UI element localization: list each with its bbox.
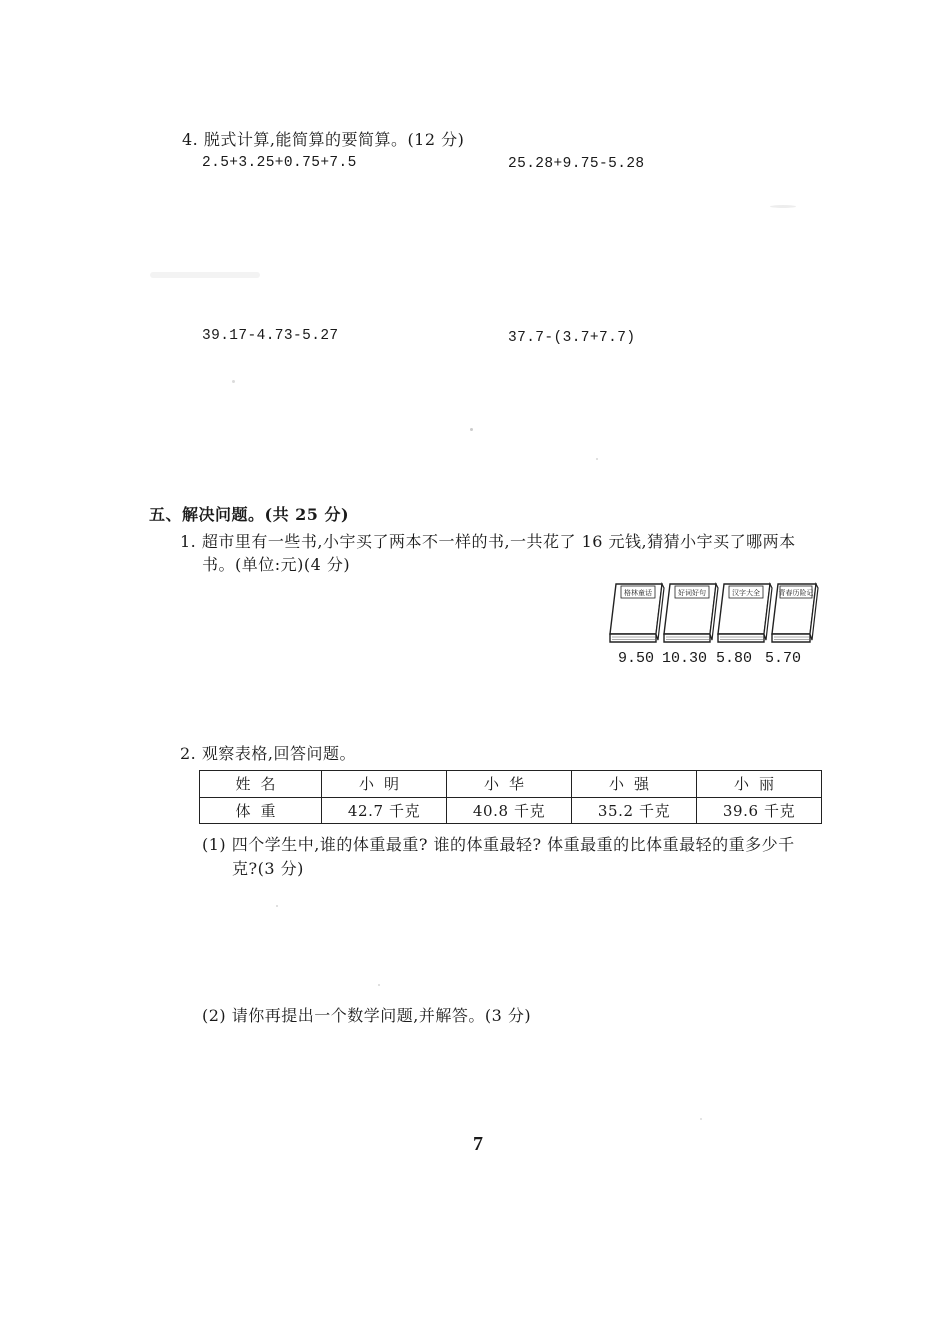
q2-heading: 2. 观察表格,回答问题。	[180, 744, 356, 763]
table-cell: 小华	[447, 771, 572, 798]
expression-4: 37.7-(3.7+7.7)	[508, 330, 636, 346]
book-3-price: 5.80	[716, 650, 753, 667]
table-cell: 40.8 千克	[447, 797, 572, 824]
book-2-title: 好词好句	[678, 589, 706, 597]
q2-sub2: (2) 请你再提出一个数学问题,并解答。(3 分)	[202, 1006, 532, 1025]
expression-1: 2.5+3.25+0.75+7.5	[202, 155, 357, 171]
q1-line2: 书。(单位:元)(4 分)	[202, 555, 351, 574]
book-3-title: 汉字大全	[732, 589, 760, 597]
q2-sub1-line2: 克?(3 分)	[232, 859, 304, 878]
book-4-price: 5.70	[765, 650, 802, 667]
scan-noise	[596, 458, 598, 460]
table-cell: 35.2 千克	[572, 797, 697, 824]
expression-3: 39.17-4.73-5.27	[202, 328, 339, 344]
scan-noise	[378, 984, 380, 986]
book-4-title: 青春历险记	[778, 589, 814, 597]
q1-line1: 1. 超市里有一些书,小宇买了两本不一样的书,一共花了 16 元钱,猜猜小宇买了哪两本	[180, 532, 796, 551]
weight-table	[199, 770, 822, 824]
book-1	[610, 584, 664, 642]
book-3	[718, 584, 772, 642]
book-2-price: 10.30	[662, 650, 708, 667]
scan-noise	[700, 1118, 702, 1120]
book-4	[772, 584, 818, 642]
expression-2: 25.28+9.75-5.28	[508, 156, 645, 172]
scan-noise	[150, 272, 260, 278]
table-cell: 体重	[200, 797, 322, 824]
book-1-title: 格林童话	[624, 589, 652, 597]
table-cell: 小明	[322, 771, 447, 798]
scan-noise	[470, 428, 473, 431]
books-illustration	[606, 578, 820, 648]
book-2	[664, 584, 718, 642]
table-cell: 小丽	[697, 771, 822, 798]
section4-heading: 4. 脱式计算,能简算的要简算。(12 分)	[182, 130, 465, 149]
table-header-row	[200, 771, 822, 798]
table-cell: 小强	[572, 771, 697, 798]
table-cell: 39.6 千克	[697, 797, 822, 824]
scan-noise	[770, 205, 796, 208]
q2-sub1-line1: (1) 四个学生中,谁的体重最重? 谁的体重最轻? 体重最重的比体重最轻的重多少千	[202, 835, 795, 854]
table-cell: 42.7 千克	[322, 797, 447, 824]
page-number: 7	[473, 1133, 483, 1155]
scan-noise	[276, 905, 278, 907]
book-1-price: 9.50	[618, 650, 655, 667]
table-cell: 姓名	[200, 771, 322, 798]
scan-noise	[232, 380, 235, 383]
section5-heading: 五、解决问题。(共 25 分)	[149, 505, 350, 524]
table-row	[200, 797, 822, 824]
